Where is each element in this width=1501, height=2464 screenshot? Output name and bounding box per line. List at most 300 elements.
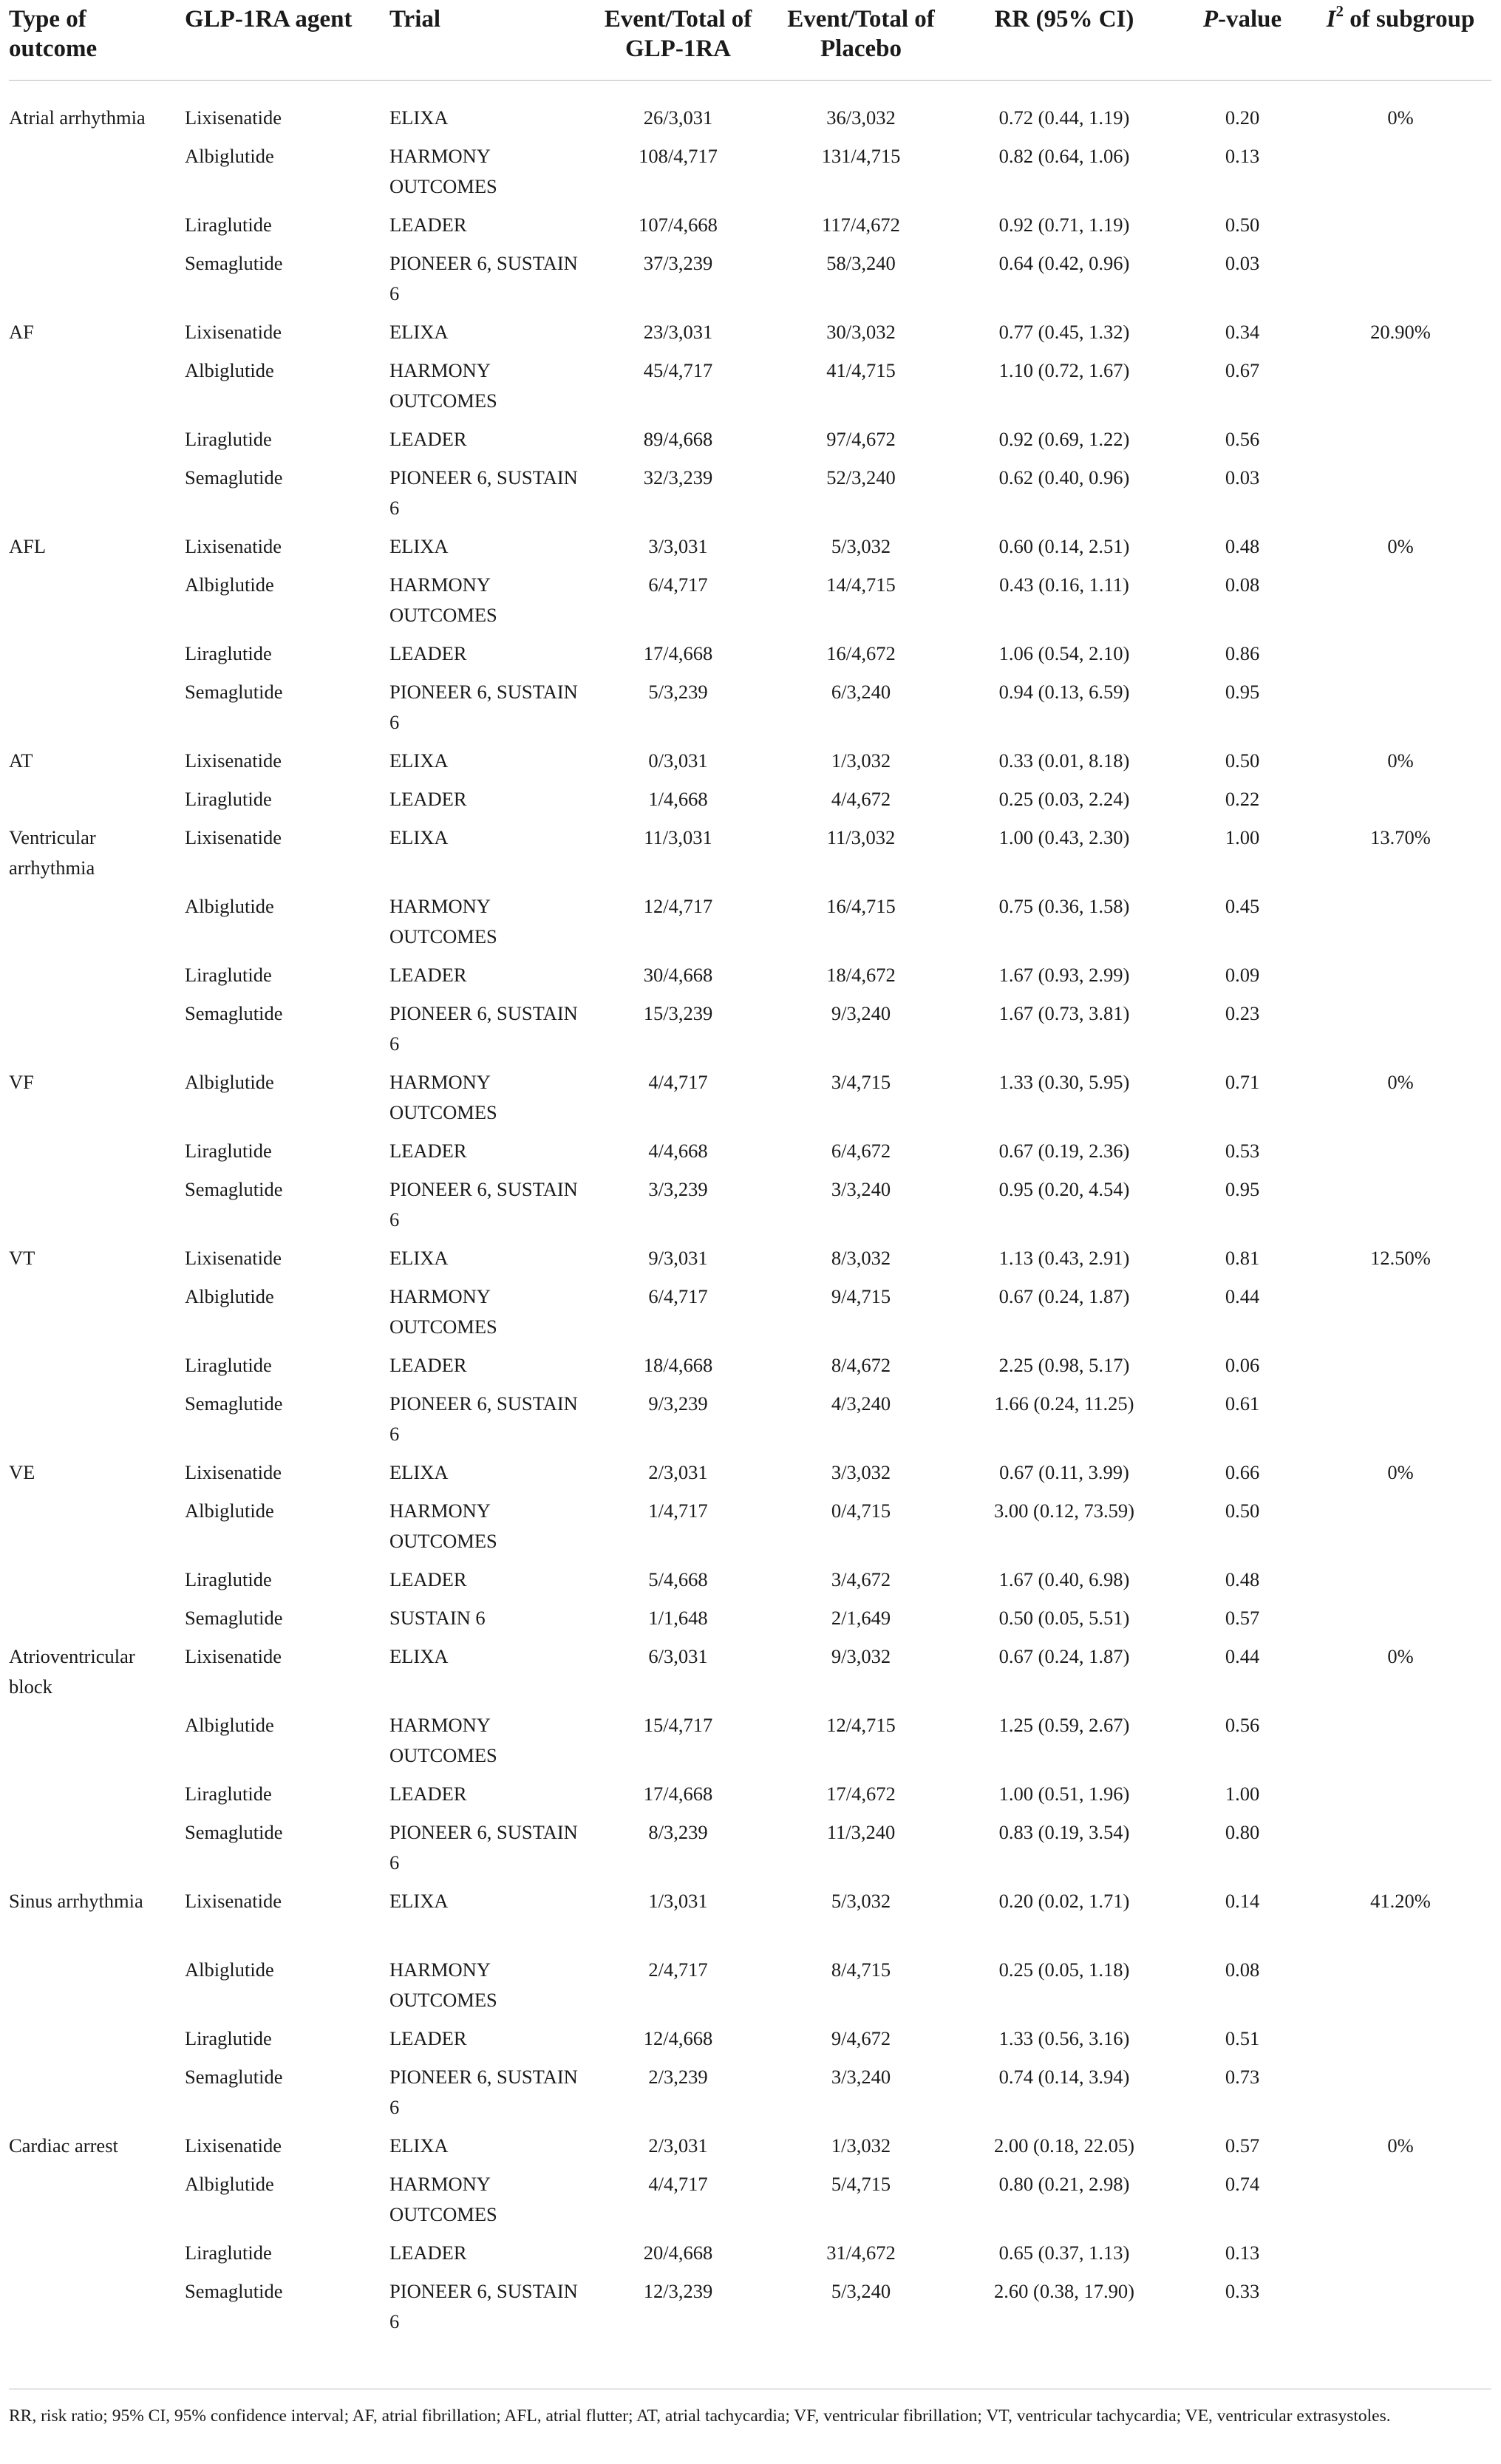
cell-trial: LEADER bbox=[389, 2027, 467, 2049]
cell-event-total-glp1ra: 12/3,239 bbox=[643, 2280, 713, 2302]
cell-p-value: 0.53 bbox=[1225, 1140, 1260, 1162]
table-header bbox=[9, 0, 1491, 81]
cell-i2-subgroup bbox=[1310, 1565, 1491, 1603]
cell-trial: ELIXA bbox=[389, 535, 449, 557]
cell-rr-ci: 0.83 (0.19, 3.54) bbox=[998, 1821, 1130, 1843]
cell-glp1ra-agent: Lixisenatide bbox=[185, 1890, 282, 1912]
cell-p-value: 0.08 bbox=[1225, 1958, 1260, 1981]
cell-event-total-glp1ra: 4/4,668 bbox=[648, 1140, 708, 1162]
cell-type-of-outcome bbox=[9, 1603, 185, 1641]
cell-event-total-glp1ra: 1/3,031 bbox=[648, 1890, 708, 1912]
cell-p-value: 0.86 bbox=[1225, 642, 1260, 664]
cell-event-total-glp1ra: 4/4,717 bbox=[648, 2173, 708, 2195]
cell-p-value: 0.06 bbox=[1225, 1354, 1260, 1376]
cell-rr-ci: 1.67 (0.40, 6.98) bbox=[998, 1568, 1130, 1590]
table-row bbox=[9, 1136, 1491, 1174]
cell-glp1ra-agent: Lixisenatide bbox=[185, 106, 282, 129]
cell-type-of-outcome: Atrial arrhythmia bbox=[9, 106, 146, 129]
cell-event-total-glp1ra: 108/4,717 bbox=[639, 145, 718, 167]
cell-type-of-outcome bbox=[9, 891, 185, 960]
cell-trial: ELIXA bbox=[389, 1247, 449, 1269]
cell-type-of-outcome bbox=[9, 1389, 185, 1457]
cell-rr-ci: 0.20 (0.02, 1.71) bbox=[998, 1890, 1130, 1912]
cell-p-value: 0.81 bbox=[1225, 1247, 1260, 1269]
cell-p-value: 0.33 bbox=[1225, 2280, 1260, 2302]
cell-rr-ci: 2.00 (0.18, 22.05) bbox=[994, 2134, 1134, 2157]
header-p-value bbox=[1175, 0, 1310, 81]
cell-event-total-glp1ra: 1/1,648 bbox=[648, 1607, 708, 1629]
cell-i2-subgroup: 0% bbox=[1387, 535, 1414, 557]
table-row bbox=[9, 2276, 1491, 2345]
table-row bbox=[9, 1641, 1491, 1710]
cell-glp1ra-agent: Lixisenatide bbox=[185, 1247, 282, 1269]
cell-trial: HARMONY OUTCOMES bbox=[389, 1714, 497, 1766]
cell-p-value: 0.51 bbox=[1225, 2027, 1260, 2049]
cell-i2-subgroup bbox=[1310, 2238, 1491, 2276]
cell-glp1ra-agent: Albiglutide bbox=[185, 574, 274, 596]
cell-trial: HARMONY OUTCOMES bbox=[389, 1958, 497, 2011]
cell-glp1ra-agent: Liraglutide bbox=[185, 788, 272, 810]
cell-glp1ra-agent: Semaglutide bbox=[185, 1392, 283, 1415]
table-row bbox=[9, 1067, 1491, 1136]
cell-event-total-placebo: 2/1,649 bbox=[831, 1607, 891, 1629]
cell-trial: LEADER bbox=[389, 964, 467, 986]
cell-type-of-outcome bbox=[9, 2276, 185, 2345]
table-row bbox=[9, 639, 1491, 677]
cell-event-total-glp1ra: 6/4,717 bbox=[648, 574, 708, 596]
cell-p-value: 0.22 bbox=[1225, 788, 1260, 810]
cell-event-total-glp1ra: 2/3,239 bbox=[648, 2066, 708, 2088]
cell-p-value: 0.67 bbox=[1225, 359, 1260, 381]
cell-event-total-placebo: 9/4,672 bbox=[831, 2027, 891, 2049]
header-rr-ci: RR (95% CI) bbox=[953, 0, 1175, 81]
table-row bbox=[9, 1282, 1491, 1350]
cell-trial: PIONEER 6, SUSTAIN 6 bbox=[389, 2280, 578, 2332]
cell-type-of-outcome bbox=[9, 1779, 185, 1817]
cell-i2-subgroup: 0% bbox=[1387, 106, 1414, 129]
table-row bbox=[9, 1565, 1491, 1603]
cell-trial: PIONEER 6, SUSTAIN 6 bbox=[389, 1178, 578, 1231]
cell-trial: LEADER bbox=[389, 1354, 467, 1376]
cell-event-total-glp1ra: 0/3,031 bbox=[648, 749, 708, 772]
cell-event-total-glp1ra: 5/4,668 bbox=[648, 1568, 708, 1590]
cell-trial: PIONEER 6, SUSTAIN 6 bbox=[389, 1002, 578, 1055]
cell-glp1ra-agent: Semaglutide bbox=[185, 1002, 283, 1024]
table-row bbox=[9, 891, 1491, 960]
cell-type-of-outcome bbox=[9, 998, 185, 1067]
header-event-total-glp1ra: Event/Total of GLP-1RA bbox=[588, 0, 769, 81]
table-row bbox=[9, 1457, 1491, 1496]
cell-type-of-outcome bbox=[9, 248, 185, 317]
cell-i2-subgroup bbox=[1310, 1603, 1491, 1641]
cell-event-total-placebo: 3/4,715 bbox=[831, 1071, 891, 1093]
cell-rr-ci: 1.33 (0.56, 3.16) bbox=[998, 2027, 1130, 2049]
cell-i2-subgroup: 0% bbox=[1387, 749, 1414, 772]
cell-p-value: 1.00 bbox=[1225, 826, 1260, 848]
cell-type-of-outcome bbox=[9, 2238, 185, 2276]
cell-glp1ra-agent: Lixisenatide bbox=[185, 826, 282, 848]
cell-rr-ci: 0.62 (0.40, 0.96) bbox=[998, 466, 1130, 489]
cell-type-of-outcome: AFL bbox=[9, 535, 47, 557]
cell-event-total-placebo: 14/4,715 bbox=[826, 574, 896, 596]
cell-i2-subgroup bbox=[1310, 960, 1491, 998]
table-row bbox=[9, 1174, 1491, 1243]
cell-event-total-glp1ra: 45/4,717 bbox=[643, 359, 713, 381]
cell-trial: ELIXA bbox=[389, 749, 449, 772]
table-row bbox=[9, 1710, 1491, 1779]
cell-rr-ci: 2.60 (0.38, 17.90) bbox=[994, 2280, 1134, 2302]
cell-event-total-glp1ra: 30/4,668 bbox=[643, 964, 713, 986]
cell-type-of-outcome bbox=[9, 1710, 185, 1779]
cell-event-total-placebo: 3/4,672 bbox=[831, 1568, 891, 1590]
cell-type-of-outcome bbox=[9, 1174, 185, 1243]
cell-trial: LEADER bbox=[389, 1140, 467, 1162]
cell-rr-ci: 2.25 (0.98, 5.17) bbox=[998, 1354, 1130, 1376]
cell-event-total-placebo: 6/4,672 bbox=[831, 1140, 891, 1162]
cell-type-of-outcome: AF bbox=[9, 321, 34, 343]
cell-trial: ELIXA bbox=[389, 1461, 449, 1483]
cell-trial: LEADER bbox=[389, 2242, 467, 2264]
cell-glp1ra-agent: Semaglutide bbox=[185, 1607, 283, 1629]
cell-p-value: 0.20 bbox=[1225, 106, 1260, 129]
cell-trial: PIONEER 6, SUSTAIN 6 bbox=[389, 681, 578, 733]
cell-p-value: 0.14 bbox=[1225, 1890, 1260, 1912]
cell-event-total-placebo: 117/4,672 bbox=[822, 214, 900, 236]
cell-type-of-outcome: Atrioventricular block bbox=[9, 1645, 135, 1698]
cell-trial: PIONEER 6, SUSTAIN 6 bbox=[389, 2066, 578, 2118]
cell-p-value: 0.73 bbox=[1225, 2066, 1260, 2088]
cell-event-total-glp1ra: 37/3,239 bbox=[643, 252, 713, 274]
cell-event-total-placebo: 16/4,672 bbox=[826, 642, 896, 664]
cell-event-total-placebo: 9/3,240 bbox=[831, 1002, 891, 1024]
table-row bbox=[9, 2131, 1491, 2169]
cell-event-total-placebo: 18/4,672 bbox=[826, 964, 896, 986]
cell-rr-ci: 1.66 (0.24, 11.25) bbox=[994, 1392, 1134, 1415]
cell-i2-subgroup bbox=[1310, 1710, 1491, 1779]
cell-glp1ra-agent: Albiglutide bbox=[185, 359, 274, 381]
cell-p-value: 0.44 bbox=[1225, 1285, 1260, 1307]
cell-rr-ci: 0.77 (0.45, 1.32) bbox=[998, 321, 1130, 343]
cell-rr-ci: 0.74 (0.14, 3.94) bbox=[998, 2066, 1130, 2088]
cell-i2-subgroup bbox=[1310, 1282, 1491, 1350]
cell-type-of-outcome bbox=[9, 570, 185, 639]
cell-p-value: 0.95 bbox=[1225, 1178, 1260, 1200]
cell-event-total-glp1ra: 15/3,239 bbox=[643, 1002, 713, 1024]
cell-rr-ci: 0.67 (0.24, 1.87) bbox=[998, 1285, 1130, 1307]
cell-event-total-glp1ra: 12/4,668 bbox=[643, 2027, 713, 2049]
cell-trial: HARMONY OUTCOMES bbox=[389, 359, 497, 412]
cell-glp1ra-agent: Liraglutide bbox=[185, 2242, 272, 2264]
cell-event-total-placebo: 36/3,032 bbox=[826, 106, 896, 129]
cell-type-of-outcome bbox=[9, 1350, 185, 1389]
cell-event-total-glp1ra: 12/4,717 bbox=[643, 895, 713, 917]
cell-rr-ci: 0.75 (0.36, 1.58) bbox=[998, 895, 1130, 917]
cell-i2-subgroup bbox=[1310, 1389, 1491, 1457]
cell-rr-ci: 0.72 (0.44, 1.19) bbox=[998, 106, 1130, 129]
cell-i2-subgroup: 0% bbox=[1387, 1071, 1414, 1093]
cell-p-value: 0.57 bbox=[1225, 2134, 1260, 2157]
cell-event-total-glp1ra: 107/4,668 bbox=[639, 214, 718, 236]
table-row bbox=[9, 960, 1491, 998]
cell-type-of-outcome bbox=[9, 2169, 185, 2238]
cell-p-value: 0.23 bbox=[1225, 1002, 1260, 1024]
cell-event-total-placebo: 4/3,240 bbox=[831, 1392, 891, 1415]
table-row bbox=[9, 2062, 1491, 2131]
cell-type-of-outcome: Ventricular arrhythmia bbox=[9, 826, 96, 879]
cell-glp1ra-agent: Albiglutide bbox=[185, 1285, 274, 1307]
cell-p-value: 0.34 bbox=[1225, 321, 1260, 343]
cell-i2-subgroup bbox=[1310, 2276, 1491, 2345]
cell-trial: PIONEER 6, SUSTAIN 6 bbox=[389, 1821, 578, 1873]
cell-rr-ci: 0.94 (0.13, 6.59) bbox=[998, 681, 1130, 703]
cell-i2-subgroup bbox=[1310, 210, 1491, 248]
cell-i2-subgroup bbox=[1310, 1136, 1491, 1174]
cell-p-value: 0.50 bbox=[1225, 214, 1260, 236]
cell-i2-subgroup bbox=[1310, 1779, 1491, 1817]
cell-type-of-outcome bbox=[9, 2024, 185, 2062]
cell-event-total-placebo: 17/4,672 bbox=[826, 1783, 896, 1805]
table-row bbox=[9, 1496, 1491, 1565]
cell-glp1ra-agent: Albiglutide bbox=[185, 1714, 274, 1736]
table-row bbox=[9, 81, 1491, 142]
cell-type-of-outcome: Sinus arrhythmia bbox=[9, 1890, 143, 1912]
table-row bbox=[9, 823, 1491, 891]
cell-p-value: 0.80 bbox=[1225, 1821, 1260, 1843]
cell-i2-subgroup bbox=[1310, 891, 1491, 960]
cell-event-total-glp1ra: 23/3,031 bbox=[643, 321, 713, 343]
cell-i2-subgroup: 0% bbox=[1387, 1645, 1414, 1667]
cell-event-total-placebo: 3/3,032 bbox=[831, 1461, 891, 1483]
table-row bbox=[9, 2024, 1491, 2062]
cell-p-value: 0.09 bbox=[1225, 964, 1260, 986]
cell-event-total-placebo: 16/4,715 bbox=[826, 895, 896, 917]
cell-i2-subgroup bbox=[1310, 141, 1491, 210]
cell-glp1ra-agent: Semaglutide bbox=[185, 1821, 283, 1843]
cell-event-total-placebo: 58/3,240 bbox=[826, 252, 896, 274]
cell-rr-ci: 1.00 (0.51, 1.96) bbox=[998, 1783, 1130, 1805]
header-i2-rest: of subgroup bbox=[1344, 6, 1475, 33]
table-row bbox=[9, 784, 1491, 823]
cell-event-total-glp1ra: 89/4,668 bbox=[643, 428, 713, 450]
cell-rr-ci: 1.10 (0.72, 1.67) bbox=[998, 359, 1130, 381]
cell-i2-subgroup bbox=[1310, 2024, 1491, 2062]
cell-i2-subgroup bbox=[1310, 1496, 1491, 1565]
cell-trial: HARMONY OUTCOMES bbox=[389, 895, 497, 947]
cell-trial: ELIXA bbox=[389, 106, 449, 129]
cell-glp1ra-agent: Albiglutide bbox=[185, 145, 274, 167]
cell-rr-ci: 1.67 (0.93, 2.99) bbox=[998, 964, 1130, 986]
cell-type-of-outcome bbox=[9, 677, 185, 746]
cell-trial: ELIXA bbox=[389, 321, 449, 343]
cell-event-total-glp1ra: 32/3,239 bbox=[643, 466, 713, 489]
table-row bbox=[9, 2238, 1491, 2276]
cell-rr-ci: 1.06 (0.54, 2.10) bbox=[998, 642, 1130, 664]
cell-rr-ci: 3.00 (0.12, 73.59) bbox=[994, 1500, 1134, 1522]
cell-glp1ra-agent: Albiglutide bbox=[185, 895, 274, 917]
cell-trial: HARMONY OUTCOMES bbox=[389, 2173, 497, 2225]
cell-type-of-outcome bbox=[9, 141, 185, 210]
cell-glp1ra-agent: Liraglutide bbox=[185, 2027, 272, 2049]
cell-trial: HARMONY OUTCOMES bbox=[389, 1500, 497, 1552]
cell-event-total-placebo: 6/3,240 bbox=[831, 681, 891, 703]
cell-glp1ra-agent: Liraglutide bbox=[185, 1354, 272, 1376]
cell-event-total-placebo: 4/4,672 bbox=[831, 788, 891, 810]
cell-event-total-glp1ra: 2/3,031 bbox=[648, 2134, 708, 2157]
cell-type-of-outcome bbox=[9, 639, 185, 677]
cell-glp1ra-agent: Liraglutide bbox=[185, 1140, 272, 1162]
cell-p-value: 1.00 bbox=[1225, 1783, 1260, 1805]
cell-rr-ci: 0.25 (0.05, 1.18) bbox=[998, 1958, 1130, 1981]
cell-p-value: 0.48 bbox=[1225, 535, 1260, 557]
results-table bbox=[9, 0, 1491, 2345]
cell-i2-subgroup bbox=[1310, 424, 1491, 463]
table-row bbox=[9, 677, 1491, 746]
cell-rr-ci: 1.25 (0.59, 2.67) bbox=[998, 1714, 1130, 1736]
cell-event-total-glp1ra: 18/4,668 bbox=[643, 1354, 713, 1376]
cell-i2-subgroup bbox=[1310, 1955, 1491, 2024]
cell-type-of-outcome bbox=[9, 1817, 185, 1886]
table-row bbox=[9, 463, 1491, 531]
cell-i2-subgroup: 13.70% bbox=[1370, 826, 1431, 848]
cell-p-value: 0.50 bbox=[1225, 1500, 1260, 1522]
table-row bbox=[9, 1817, 1491, 1886]
cell-i2-subgroup bbox=[1310, 998, 1491, 1067]
cell-trial: ELIXA bbox=[389, 2134, 449, 2157]
cell-rr-ci: 1.00 (0.43, 2.30) bbox=[998, 826, 1130, 848]
cell-glp1ra-agent: Lixisenatide bbox=[185, 321, 282, 343]
cell-rr-ci: 0.43 (0.16, 1.11) bbox=[999, 574, 1129, 596]
table-footnote: RR, risk ratio; 95% CI, 95% confidence interval; AF, atrial fibrillation; AFL, atrial flutter; AT, atrial tachycardia; VF, ventricular fibrillation; VT, ventricular tachycardia; VE, ventricular extrasystoles. bbox=[9, 2389, 1491, 2429]
cell-rr-ci: 0.33 (0.01, 8.18) bbox=[998, 749, 1130, 772]
cell-event-total-placebo: 30/3,032 bbox=[826, 321, 896, 343]
cell-trial: SUSTAIN 6 bbox=[389, 1607, 486, 1629]
cell-glp1ra-agent: Liraglutide bbox=[185, 964, 272, 986]
cell-i2-subgroup: 0% bbox=[1387, 1461, 1414, 1483]
cell-event-total-placebo: 1/3,032 bbox=[831, 2134, 891, 2157]
cell-glp1ra-agent: Semaglutide bbox=[185, 466, 283, 489]
cell-trial: LEADER bbox=[389, 642, 467, 664]
cell-event-total-placebo: 52/3,240 bbox=[826, 466, 896, 489]
cell-rr-ci: 0.60 (0.14, 2.51) bbox=[998, 535, 1130, 557]
cell-event-total-placebo: 131/4,715 bbox=[821, 145, 901, 167]
table-row bbox=[9, 570, 1491, 639]
table-row bbox=[9, 317, 1491, 355]
cell-trial: LEADER bbox=[389, 428, 467, 450]
cell-event-total-glp1ra: 9/3,239 bbox=[648, 1392, 708, 1415]
header-glp1ra-agent: GLP-1RA agent bbox=[185, 0, 389, 81]
cell-rr-ci: 0.25 (0.03, 2.24) bbox=[998, 788, 1130, 810]
cell-glp1ra-agent: Lixisenatide bbox=[185, 535, 282, 557]
cell-glp1ra-agent: Lixisenatide bbox=[185, 2134, 282, 2157]
cell-event-total-glp1ra: 5/3,239 bbox=[648, 681, 708, 703]
cell-trial: HARMONY OUTCOMES bbox=[389, 145, 497, 197]
cell-trial: ELIXA bbox=[389, 1890, 449, 1912]
table-row bbox=[9, 424, 1491, 463]
cell-glp1ra-agent: Albiglutide bbox=[185, 2173, 274, 2195]
cell-event-total-glp1ra: 2/4,717 bbox=[648, 1958, 708, 1981]
cell-event-total-placebo: 3/3,240 bbox=[831, 1178, 891, 1200]
cell-i2-subgroup: 12.50% bbox=[1370, 1247, 1431, 1269]
cell-trial: ELIXA bbox=[389, 826, 449, 848]
cell-rr-ci: 0.50 (0.05, 5.51) bbox=[998, 1607, 1130, 1629]
cell-i2-subgroup bbox=[1310, 355, 1491, 424]
cell-event-total-placebo: 31/4,672 bbox=[826, 2242, 896, 2264]
cell-i2-subgroup bbox=[1310, 2062, 1491, 2131]
cell-type-of-outcome bbox=[9, 424, 185, 463]
cell-type-of-outcome: Cardiac arrest bbox=[9, 2134, 118, 2157]
header-row bbox=[9, 0, 1491, 81]
cell-glp1ra-agent: Semaglutide bbox=[185, 681, 283, 703]
cell-event-total-placebo: 9/3,032 bbox=[831, 1645, 891, 1667]
table-row bbox=[9, 1886, 1491, 1955]
cell-i2-subgroup: 0% bbox=[1387, 2134, 1414, 2157]
header-i2-italic: I bbox=[1326, 6, 1336, 33]
cell-type-of-outcome bbox=[9, 355, 185, 424]
cell-p-value: 0.95 bbox=[1225, 681, 1260, 703]
table-row bbox=[9, 1389, 1491, 1457]
table-row bbox=[9, 1955, 1491, 2024]
cell-rr-ci: 0.80 (0.21, 2.98) bbox=[998, 2173, 1130, 2195]
cell-glp1ra-agent: Semaglutide bbox=[185, 252, 283, 274]
cell-p-value: 0.48 bbox=[1225, 1568, 1260, 1590]
cell-p-value: 0.13 bbox=[1225, 2242, 1260, 2264]
cell-type-of-outcome bbox=[9, 1496, 185, 1565]
cell-event-total-glp1ra: 9/3,031 bbox=[648, 1247, 708, 1269]
cell-i2-subgroup bbox=[1310, 1350, 1491, 1389]
cell-glp1ra-agent: Liraglutide bbox=[185, 642, 272, 664]
cell-type-of-outcome bbox=[9, 210, 185, 248]
cell-type-of-outcome bbox=[9, 2062, 185, 2131]
cell-event-total-placebo: 5/3,032 bbox=[831, 535, 891, 557]
cell-p-value: 0.08 bbox=[1225, 574, 1260, 596]
cell-event-total-placebo: 11/3,032 bbox=[826, 826, 896, 848]
cell-i2-subgroup bbox=[1310, 1817, 1491, 1886]
cell-trial: ELIXA bbox=[389, 1645, 449, 1667]
cell-event-total-glp1ra: 11/3,031 bbox=[644, 826, 712, 848]
table-row bbox=[9, 141, 1491, 210]
cell-rr-ci: 0.67 (0.19, 2.36) bbox=[998, 1140, 1130, 1162]
cell-p-value: 0.50 bbox=[1225, 749, 1260, 772]
cell-i2-subgroup bbox=[1310, 784, 1491, 823]
cell-event-total-placebo: 8/4,672 bbox=[831, 1354, 891, 1376]
cell-i2-subgroup bbox=[1310, 570, 1491, 639]
cell-event-total-placebo: 5/4,715 bbox=[831, 2173, 891, 2195]
cell-glp1ra-agent: Liraglutide bbox=[185, 1783, 272, 1805]
table-row bbox=[9, 1603, 1491, 1641]
cell-i2-subgroup bbox=[1310, 677, 1491, 746]
cell-event-total-placebo: 8/4,715 bbox=[831, 1958, 891, 1981]
table-row bbox=[9, 998, 1491, 1067]
cell-glp1ra-agent: Lixisenatide bbox=[185, 749, 282, 772]
cell-glp1ra-agent: Lixisenatide bbox=[185, 1645, 282, 1667]
cell-event-total-placebo: 41/4,715 bbox=[826, 359, 896, 381]
cell-trial: LEADER bbox=[389, 1568, 467, 1590]
cell-i2-subgroup: 41.20% bbox=[1370, 1890, 1431, 1912]
cell-event-total-glp1ra: 17/4,668 bbox=[643, 1783, 713, 1805]
cell-glp1ra-agent: Albiglutide bbox=[185, 1958, 274, 1981]
cell-p-value: 0.03 bbox=[1225, 252, 1260, 274]
header-p-italic: P bbox=[1202, 6, 1218, 33]
cell-rr-ci: 1.13 (0.43, 2.91) bbox=[998, 1247, 1130, 1269]
table-row bbox=[9, 1779, 1491, 1817]
cell-p-value: 0.56 bbox=[1225, 428, 1260, 450]
cell-i2-subgroup bbox=[1310, 2169, 1491, 2238]
cell-rr-ci: 0.64 (0.42, 0.96) bbox=[998, 252, 1130, 274]
cell-p-value: 0.71 bbox=[1225, 1071, 1260, 1093]
cell-event-total-placebo: 3/3,240 bbox=[831, 2066, 891, 2088]
cell-rr-ci: 0.82 (0.64, 1.06) bbox=[998, 145, 1130, 167]
header-event-total-placebo: Event/Total of Placebo bbox=[769, 0, 953, 81]
